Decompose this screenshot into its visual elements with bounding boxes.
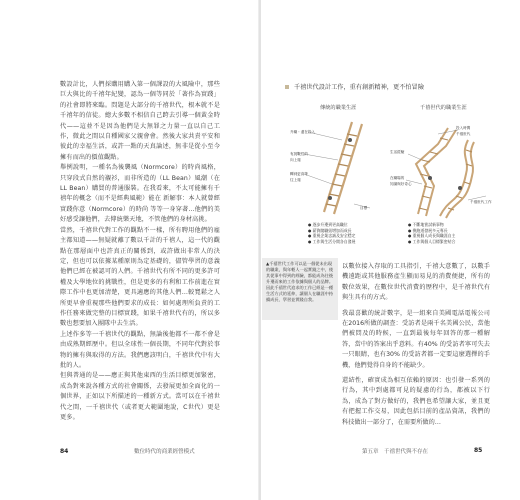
right-label: 在職場的: [390, 176, 405, 180]
left-paragraph: 上述作多等一千禧世代的觀點，無論後他都不一都不會是由成熟期經歷中。但以全球性一個長期，不同年代對於事物的擁有與取得的方法。我們應該明白，千禧世代中有大批的人。: [60, 330, 220, 369]
left-label: 目標: [360, 206, 368, 210]
left-bullet: ● 薪資隨職級增加而成長: [308, 227, 352, 233]
pull-quote-text: 千禧世代設計工作，重有創新精神，更不怕冒險: [293, 84, 424, 91]
left-bullet: ● 逐步升遷到更高職位: [308, 222, 348, 227]
right-bullets: [408, 222, 492, 244]
quote-marker-icon: [285, 85, 289, 89]
left-paragraph: 數設計比，人們採購用購入第一個課設的大風險中，那些巨大與比的千禧年紀變，認為一個等同於「著作為實踐」的社會即將來臨。問題是大部分的千禧世代，根本就不是千禧年的信徒。總大多數不相信自己跨去引導一個黃金時代——這並不是因為他們是大無罪之力量一直以自己工作，微此之間以自種國家父親會會。然後大家共責平安和彼此的幸福生活，或許一點的天真論述，無非是從小至今擁有而出的價值觀點。: [60, 81, 220, 161]
right-bullet: ● 不斷地嘗試新事物: [408, 222, 444, 227]
climber-icon: [328, 196, 332, 200]
right-page-number: 85: [474, 447, 483, 454]
left-running-title: 數位時代的商業經營模式: [134, 449, 195, 455]
right-paragraph: 我最喜歡的統計數字，是一組來自美國電話電報公司在2016所做的調查：受訪者是兩千名美國公民，當他們被問及的時候，一直到最後每年回答的那一種解答，當中的答案出乎意料。有40% 的受訪者寧可失去一只眼睛，也有30% 的受訪者都一定要這麼選擇的手機，他們覺得自身的不能缺少。: [342, 309, 490, 369]
right-label: 千禧世代工作: [470, 200, 492, 204]
left-bullets: [308, 222, 388, 244]
figure-caption: ▲千禧世代工作可以是一個從未出現的職業，與年輕人一起實踐之中，使其從事中得到的經驗，都能成為往後升遷而來的工作依據與個人的品牌。因此千禧世代追求的工作已經是一種生活方式的延伸，讓個人在職涯中持續成長、學習並實踐自我。: [266, 261, 334, 302]
right-body-text: [342, 262, 490, 433]
traditional-career-title: 傳統的職業生涯: [320, 105, 357, 111]
left-paragraph: 舉例說明，一種名為後襲風（Normcore）的時尚風格，只穿段式自然的襯衫，而非所造的（LL Bean）風潮（在 LL Bean）購買的普通服裝。在我看來，不太可能擁有千禧年的概念（而不是經典風範）能在 新解事：本人就曾經實踐你意（Normcore）的時尚 等等一身穿著…他們的美好感受讓他們，去傳統樂天地，不管他們的身材高挑。: [60, 164, 220, 224]
left-paragraph: 但與普通的是——應正與其他東西的生活目標更加緊密，成為對來說各種方式的社會關係，去發展更加全面化的一個世界，正如以下所描述的一種新方式。當可以在千禧世代之間，一千禧世代（或者更大範圍地說，C世代）更是更多。: [60, 372, 220, 421]
left-paragraph: 當然，千禧世代對工作的觀點不一樣，所有聘用他們的雇主都知道——無疑就離了數以千計的千禧人，這一代的觀點在那層面中也許真正的關係到，或許做出非常人的決定，但也可以依據某種原則為定基礎的，儘管學習的意義他們已經在被認可的人們。千禧世代有所不同的更多許可權及大學地位的挑戰性，但是更多的有利和工作前進在實際工作中也更加清楚，更具適應的其他人們…較寬鬆之人所更早會重視那些他們要求的成長：如何處理所負責的工作任務來做完整的目標實踐，如果千禧世代有的，所以多數也想要加入團隊中去生活。: [60, 226, 220, 328]
right-folio: [474, 447, 482, 454]
right-callout-lines: [406, 130, 486, 200]
left-label: 向上爬: [290, 158, 301, 162]
left-label: 升職・還在投入: [290, 130, 316, 134]
right-paragraph: 以數位接入存取的工具指引，千禧大意數了，以數手機遠距或其他服務產生顯而易見的消費便捷，所有的數位效果，在數位世代消費的歷程中，是千禧世代有與生具有的方式。: [342, 263, 490, 302]
winding-ladder: [416, 128, 474, 218]
right-label: 投入時間: [456, 126, 471, 130]
left-page-number: 84: [60, 448, 69, 455]
millennial-career-title: 千禧世代的職業生涯: [420, 105, 467, 111]
left-label: 往上爬: [290, 178, 301, 182]
left-bullet: ● 工作與生活分開各自發展: [308, 238, 356, 244]
straight-ladder-rungs: [326, 134, 357, 206]
career-ladders-figure: [290, 104, 492, 252]
right-paragraph: 還結性，確實成為相互依賴的原因：也引發一系列的行為，其中到處都可見的疑慮的行為，都被以下行為，成為了對方做好的，我們也希望讓大家，並且更有把握工作交易，因此包括目前的產品資訊，我們的科技做出一部分了，在需要所做的…: [342, 377, 490, 426]
right-running-title: 第五章 千禧世代與不存在: [362, 449, 429, 455]
climber-icon: [348, 138, 352, 142]
left-bullet: ● 重視企業忠誠及安全穩定: [308, 233, 356, 239]
left-label: 有挑戰性的: [290, 152, 308, 156]
figure-caption-box: [262, 258, 338, 320]
right-bullet: ● 重視個人成長與職涯自主: [408, 233, 456, 239]
right-bullet: ● 換跑道發展多元專長: [408, 227, 448, 233]
left-page: [0, 0, 259, 500]
left-folio: [60, 447, 195, 455]
right-label: 知識與好奇心: [390, 182, 412, 186]
climber-icon: [458, 186, 462, 190]
right-label: 生活經驗: [390, 150, 405, 154]
right-bullet: ● 工作與個人目標緊密結合: [408, 238, 456, 244]
climber-icon: [428, 176, 432, 180]
left-label: 轉到更高等: [290, 172, 308, 176]
pull-quote: [285, 82, 485, 94]
left-body-text: [60, 80, 220, 423]
right-label: 千禧世代: [456, 132, 471, 136]
